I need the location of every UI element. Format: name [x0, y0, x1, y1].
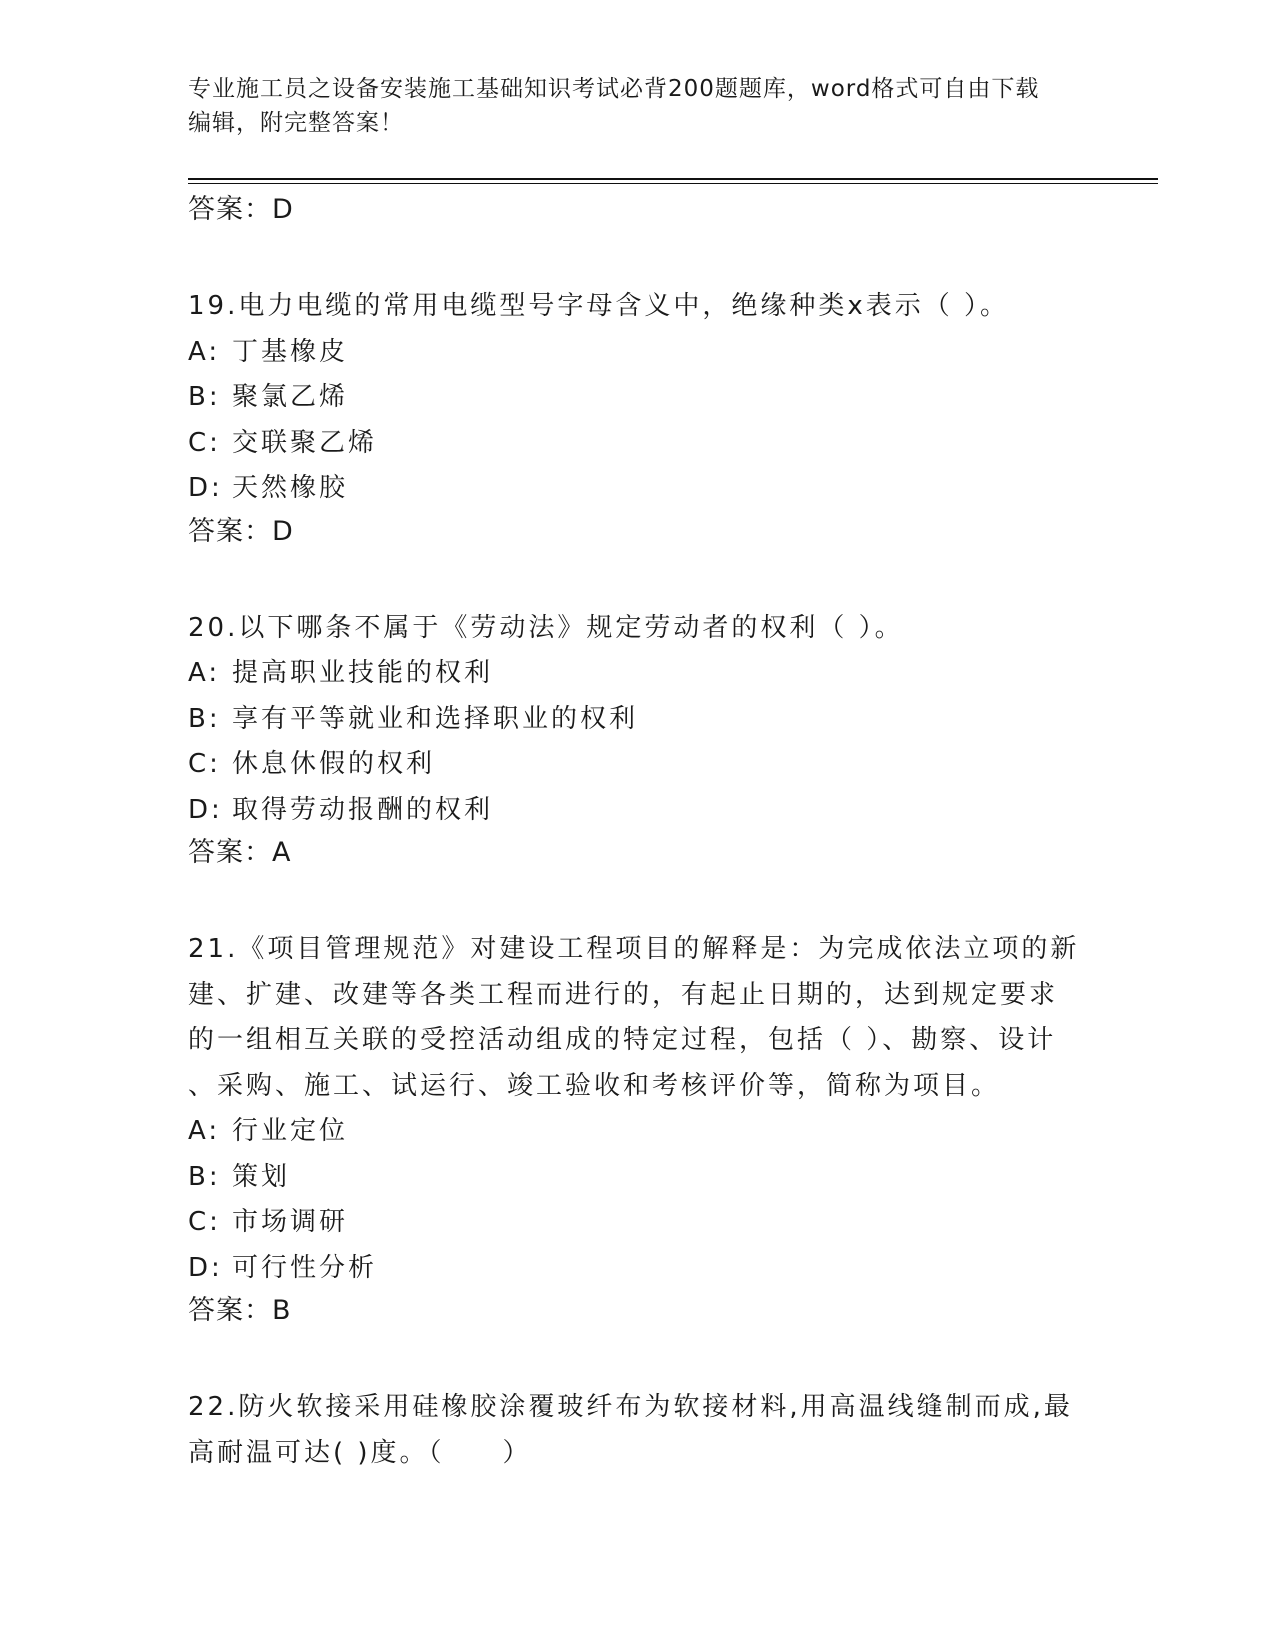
option-letter: B:: [188, 382, 221, 412]
option-text: 丁基橡皮: [232, 336, 349, 367]
option-letter: D:: [188, 1252, 223, 1283]
answer-label: 答案：: [188, 515, 272, 547]
answer-label: 答案：: [188, 837, 272, 868]
answer-option: [188, 1155, 1088, 1201]
document-header: [188, 72, 1078, 140]
option-letter: C:: [188, 749, 221, 779]
option-letter: A:: [188, 658, 221, 688]
answer-line: [188, 1291, 1088, 1331]
option-text: 取得劳动报酬的权利: [232, 794, 494, 825]
question-stem-line: 、采购、施工、试运行、竣工验收和考核评价等，简称为项目。: [188, 1070, 1001, 1101]
option-text: 休息休假的权利: [232, 749, 436, 779]
question-stem-line: 19.电力电缆的常用电缆型号字母含义中，绝缘种类x表示（ ）。: [188, 291, 1010, 321]
answer-line: [188, 190, 1088, 230]
header-line: 编辑，附完整答案！: [188, 110, 404, 136]
question-stem-line: 22.防火软接采用硅橡胶涂覆玻纤布为软接材料,用高温线缝制而成,最: [188, 1392, 1073, 1422]
answer-option: [188, 788, 1088, 834]
question-block: [188, 927, 1088, 1331]
question-stem-line: 21.《项目管理规范》对建设工程项目的解释是：为完成依法立项的新: [188, 934, 1080, 964]
option-letter: C:: [188, 427, 221, 458]
answer-option: [188, 697, 1088, 743]
answer-option: [188, 1246, 1088, 1292]
option-text: 可行性分析: [232, 1252, 378, 1283]
answer-value: A: [272, 837, 292, 868]
answer-option: [188, 1109, 1088, 1155]
question-stem-line: 高耐温可达( )度。（ ）: [188, 1437, 532, 1468]
option-text: 行业定位: [232, 1116, 349, 1146]
answer-value: D: [272, 194, 294, 225]
question-block: [188, 1385, 1088, 1476]
option-text: 享有平等就业和选择职业的权利: [232, 703, 639, 734]
option-text: 聚氯乙烯: [232, 382, 349, 412]
option-letter: D:: [188, 473, 223, 503]
option-letter: A:: [188, 1116, 221, 1146]
option-letter: D:: [188, 794, 223, 825]
header-divider: [188, 178, 1158, 180]
option-text: 策划: [232, 1161, 291, 1192]
question-block: [188, 606, 1088, 874]
answer-option: [188, 651, 1088, 697]
header-line: 专业施工员之设备安装施工基础知识考试必背200题题库，word格式可自由下载: [188, 76, 1040, 102]
answer-line: [188, 833, 1088, 873]
option-letter: A:: [188, 336, 221, 367]
option-letter: B:: [188, 1161, 221, 1192]
answer-option: [188, 421, 1088, 467]
option-letter: B:: [188, 703, 221, 734]
question-stem-line: 建、扩建、改建等各类工程而进行的，有起止日期的，达到规定要求: [188, 979, 1059, 1010]
question-block: [188, 284, 1088, 552]
answer-label: 答案：: [188, 194, 272, 225]
question-stem-line: 20.以下哪条不属于《劳动法》规定劳动者的权利（ ）。: [188, 612, 904, 643]
option-text: 提高职业技能的权利: [232, 658, 494, 688]
question-stem-line: 的一组相互关联的受控活动组成的特定过程，包括（ ）、勘察、设计: [188, 1025, 1057, 1055]
answer-value: D: [272, 515, 294, 547]
option-text: 市场调研: [232, 1207, 349, 1237]
answer-label: 答案：: [188, 1295, 272, 1326]
option-letter: C:: [188, 1207, 221, 1237]
option-text: 交联聚乙烯: [232, 427, 378, 458]
answer-value: B: [272, 1295, 292, 1326]
header-divider-thin: [188, 183, 1158, 184]
answer-option: [188, 1200, 1088, 1246]
answer-option: [188, 330, 1088, 376]
question-list: [188, 190, 1088, 1476]
answer-option: [188, 742, 1088, 788]
option-text: 天然橡胶: [232, 473, 349, 503]
answer-line: [188, 512, 1088, 552]
answer-option: [188, 466, 1088, 512]
answer-option: [188, 375, 1088, 421]
